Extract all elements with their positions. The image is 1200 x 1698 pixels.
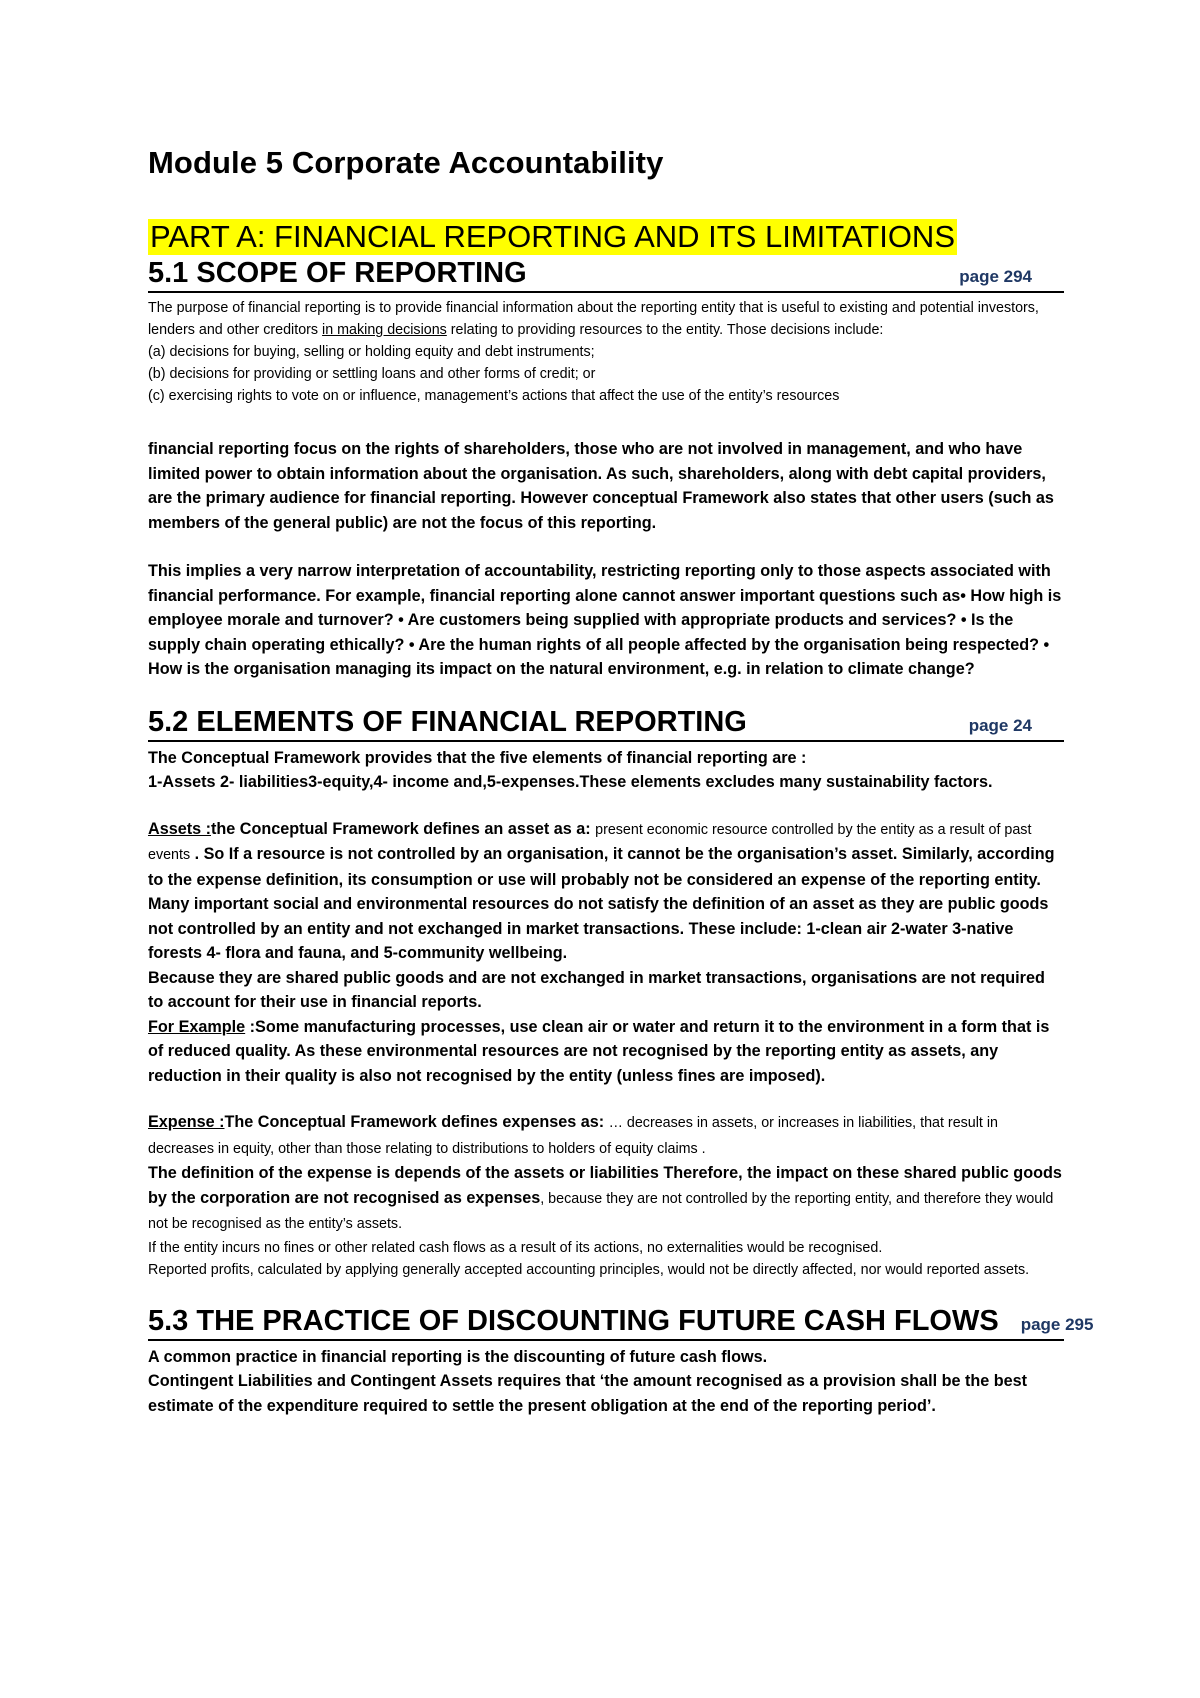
example-paragraph [148, 1015, 1064, 1089]
fines-paragraph: If the entity incurs no fines or other related cash flows as a result of its actions, no externalities would be recognised. [148, 1239, 883, 1256]
section-5-3-title: 5.3 THE PRACTICE OF DISCOUNTING FUTURE CASH FLOWS [148, 1304, 999, 1337]
section-5-1-title: 5.1 SCOPE OF REPORTING [148, 257, 527, 289]
part-a-heading: PART A: FINANCIAL REPORTING AND ITS LIMITATIONS [150, 219, 956, 254]
section-5-2-header [148, 706, 1064, 742]
expense-label: Expense : [148, 1113, 225, 1131]
document-page [148, 145, 1094, 1418]
expense-dependency-end: , because they are not controlled by the reporting entity, and therefore they would not be recognised as the entity’s assets. [148, 1190, 1054, 1232]
intro-text: The purpose of financial reporting is to provide financial information about the reporting entity that is useful to existing and potential investors, lenders and other creditors [148, 300, 1039, 338]
expense-paragraph [148, 1110, 1064, 1161]
expense-dependency-paragraph [148, 1161, 1064, 1237]
list-item-b: (b) decisions for providing or settling loans and other forms of credit; or [148, 366, 596, 382]
list-item-c: (c) exercising rights to vote on or influence, management’s actions that affect the use of the entity’s resources [148, 388, 840, 404]
discounting-intro: A common practice in financial reporting is the discounting of future cash flows. [148, 1347, 768, 1366]
assets-body: . So If a resource is not controlled by an organisation, it cannot be the organisation’s asset. Similarly, according to the expense definition, its consumption or use will probably not be considered an expense of the reporting entity. Many important social and environmental resources do not satisfy the definition of an asset as they are public goods not controlled by an entity and not exchanged in market transactions. These include: 1-clean air 2-water 3-native forests 4- flora and fauna, and 5-community wellbeing. [148, 845, 1055, 962]
expense-dependency: The definition of the expense is depends of the assets or liabilities Therefore, the impact on these shared public goods by the corporation are not recognised as expenses [148, 1164, 1062, 1207]
section-5-2-title: 5.2 ELEMENTS OF FINANCIAL REPORTING [148, 705, 747, 738]
assets-lead: the Conceptual Framework defines an asset as a: [210, 819, 596, 838]
example-label: For Example [148, 1017, 246, 1036]
section-5-1-paragraph-2: This implies a very narrow interpretation of accountability, restricting reporting only to those aspects associated with financial performance. For example, financial reporting alone cannot answer important questions such as• How high is employee morale and turnover? • Are customers being supplied with appropriate products and services? • Is the supply chain operating ethically? • Are the human rights of all people affected by the organisation being respected? • How is the organisation managing its impact on the natural environment, e.g. in relation to climate change? [148, 562, 1062, 678]
intro-underlined: in making decisions [322, 322, 447, 338]
elements-intro: The Conceptual Framework provides that the five elements of financial reporting are : [148, 748, 807, 767]
section-5-2-page-ref: page 24 [968, 715, 1032, 735]
elements-list: 1-Assets 2- liabilities3-equity,4- income and,5-expenses.These elements excludes many sustainability factors. [148, 773, 993, 791]
profits-paragraph: Reported profits, calculated by applying generally accepted accounting principles, would not be directly affected, nor would reported assets. [148, 1261, 1030, 1278]
expense-lead: The Conceptual Framework defines expenses as: [224, 1113, 609, 1131]
section-5-1-intro [148, 297, 1064, 341]
section-5-3-page-ref: page 295 [1020, 1314, 1094, 1334]
section-5-1-page-ref: page 294 [959, 267, 1032, 286]
assets-label: Assets : [148, 819, 211, 838]
example-body: :Some manufacturing processes, use clean air or water and return it to the environment in a form that is of reduced quality. As these environmental resources are not recognised by the reporting entity as assets, any reduction in their quality is also not recognised by the entity (unless fines are imposed). [148, 1017, 1050, 1085]
section-5-1-paragraph-1: financial reporting focus on the rights of shareholders, those who are not involved in management, and who have limited power to obtain information about the organisation. As such, shareholders, along with debt capital providers, are the primary audience for financial reporting. However conceptual Framework also states that other users (such as members of the general public) are not the focus of this reporting. [148, 440, 1054, 532]
intro-text-end: relating to providing resources to the entity. Those decisions include: [446, 322, 884, 338]
assets-paragraph [148, 817, 1064, 966]
expense-definition: … decreases in assets, or increases in liabilities, that result in decreases in equity, other than those relating to distributions to holders of equity claims . [148, 1115, 998, 1157]
list-item-a: (a) decisions for buying, selling or holding equity and debt instruments; [148, 344, 595, 360]
section-5-3-header [148, 1304, 1094, 1341]
document-title: Module 5 Corporate Accountability [148, 145, 664, 180]
section-5-1-header [148, 257, 1064, 293]
assets-definition: present economic resource controlled by the entity as a result of past events [148, 821, 1032, 863]
discounting-provision: Contingent Liabilities and Contingent Assets requires that ‘the amount recognised as a provision shall be the best estimate of the expenditure required to settle the present obligation at the end of the reporting period’. [148, 1372, 1028, 1415]
shared-goods-paragraph: Because they are shared public goods and are not exchanged in market transactions, organisations are not required to account for their use in financial reports. [148, 968, 1045, 1011]
